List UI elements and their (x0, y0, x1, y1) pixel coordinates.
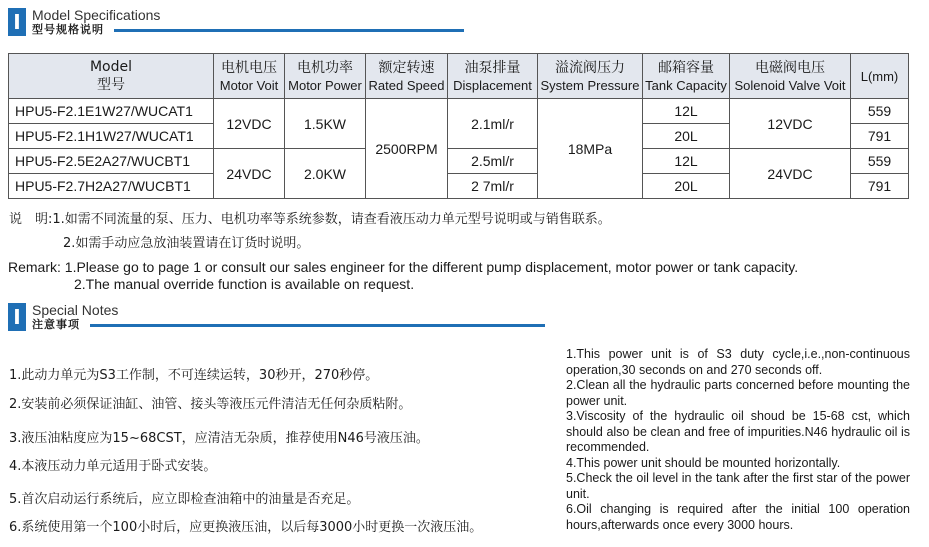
cell-displacement: 2.1ml/r (448, 99, 538, 149)
notes-label: 说 明: (9, 212, 53, 227)
table-header-row (9, 54, 909, 99)
section-header-special-notes (8, 303, 545, 332)
section-title-cn: 型号规格说明 (32, 23, 104, 36)
model-spec-table (8, 53, 909, 199)
table-row (9, 99, 909, 124)
section-title-en: Model Specifications (32, 7, 161, 23)
section-marker-icon: I (8, 303, 26, 331)
table-row (9, 149, 909, 174)
cell-model: HPU5-F2.5E2A27/WUCBT1 (9, 149, 214, 174)
cell-motor-voltage: 24VDC (214, 149, 285, 199)
special-note-en: 1.This power unit is of S3 duty cycle,i.e.,non-continuous operation,30 seconds on and 270 seconds off. (566, 347, 910, 377)
header-motor-power: 电机功率 Motor Power (285, 54, 366, 99)
cell-rated-speed: 2500RPM (366, 99, 448, 199)
special-note-en: 3.Viscosity of the hydraulic oil shoud be 15-68 cst, which should also be clean and free of impurities.N46 hydraulic oil is recommended. (566, 409, 910, 454)
special-note-cn: 1.此动力单元为S3工作制，不可连续运转，30秒开，270秒停。 (9, 368, 379, 383)
special-note-cn: 3.液压油粘度应为15~68CST，应清洁无杂质，推荐使用N46号液压油。 (9, 431, 429, 446)
cell-model: HPU5-F2.1E1W27/WUCAT1 (9, 99, 214, 124)
cell-system-pressure: 18MPa (538, 99, 643, 199)
header-rated-speed: 额定转速 Rated Speed (366, 54, 448, 99)
cell-model: HPU5-F2.1H1W27/WUCAT1 (9, 124, 214, 149)
cell-tank-capacity: 20L (643, 174, 730, 199)
remark-line1: Remark: 1.Please go to page 1 or consult our sales engineer for the different pump displacement, motor power or tank capacity. (8, 259, 799, 275)
cell-solenoid-voltage: 12VDC (730, 99, 851, 149)
notes-text: 1.如需不同流量的泵、压力、电机功率等系统参数，请查看液压动力单元型号说明或与销售联系。 (52, 212, 611, 227)
section-title-cn: 注意事项 (32, 318, 80, 331)
cell-tank-capacity: 12L (643, 149, 730, 174)
cell-motor-power: 2.0KW (285, 149, 366, 199)
special-note-cn: 4.本液压动力单元适用于卧式安装。 (9, 459, 217, 474)
header-model: Model 型号 (9, 54, 214, 99)
cell-tank-capacity: 12L (643, 99, 730, 124)
cell-motor-power: 1.5KW (285, 99, 366, 149)
special-note-en: 5.Check the oil level in the tank after the first star of the power unit. (566, 471, 910, 501)
notes-cn-line2: 2.如需手动应急放油装置请在订货时说明。 (63, 236, 310, 251)
special-note-cn: 5.首次启动运行系统后，应立即检查油箱中的油量是否充足。 (9, 492, 360, 507)
header-length: L(mm) (851, 54, 909, 99)
header-tank-capacity: 邮箱容量 Tank Capacity (643, 54, 730, 99)
cell-length: 559 (851, 99, 909, 124)
special-note-en: 2.Clean all the hydraulic parts concerned before mounting the power unit. (566, 378, 910, 408)
notes-cn-line1 (9, 212, 611, 228)
section-divider (90, 324, 545, 327)
remark-line2: 2.The manual override function is available on request. (74, 276, 415, 292)
cell-motor-voltage: 12VDC (214, 99, 285, 149)
section-title-en: Special Notes (32, 302, 119, 318)
cell-tank-capacity: 20L (643, 124, 730, 149)
cell-model: HPU5-F2.7H2A27/WUCBT1 (9, 174, 214, 199)
section-marker-icon: I (8, 8, 26, 36)
special-note-en: 4.This power unit should be mounted horizontally. (566, 455, 841, 470)
section-divider (114, 29, 464, 32)
cell-length: 791 (851, 174, 909, 199)
special-note-en: 6.Oil changing is required after the initial 100 operation hours,afterwards once every 3000 hours. (566, 502, 910, 532)
header-system-pressure: 溢流阀压力 System Pressure (538, 54, 643, 99)
header-displacement: 油泵排量 Displacement (448, 54, 538, 99)
section-header-model-specifications (8, 8, 464, 37)
cell-displacement: 2 7ml/r (448, 174, 538, 199)
header-motor-voltage: 电机电压 Motor Voit (214, 54, 285, 99)
special-note-cn: 6.系统使用第一个100小时后，应更换液压油，以后每3000小时更换一次液压油。 (9, 520, 483, 535)
cell-displacement: 2.5ml/r (448, 149, 538, 174)
cell-length: 791 (851, 124, 909, 149)
special-note-cn: 2.安装前必须保证油缸、油管、接头等液压元件清洁无任何杂质粘附。 (9, 397, 412, 412)
cell-length: 559 (851, 149, 909, 174)
cell-solenoid-voltage: 24VDC (730, 149, 851, 199)
header-solenoid-voltage: 电磁阀电压 Solenoid Valve Voit (730, 54, 851, 99)
special-notes-en (566, 347, 910, 533)
